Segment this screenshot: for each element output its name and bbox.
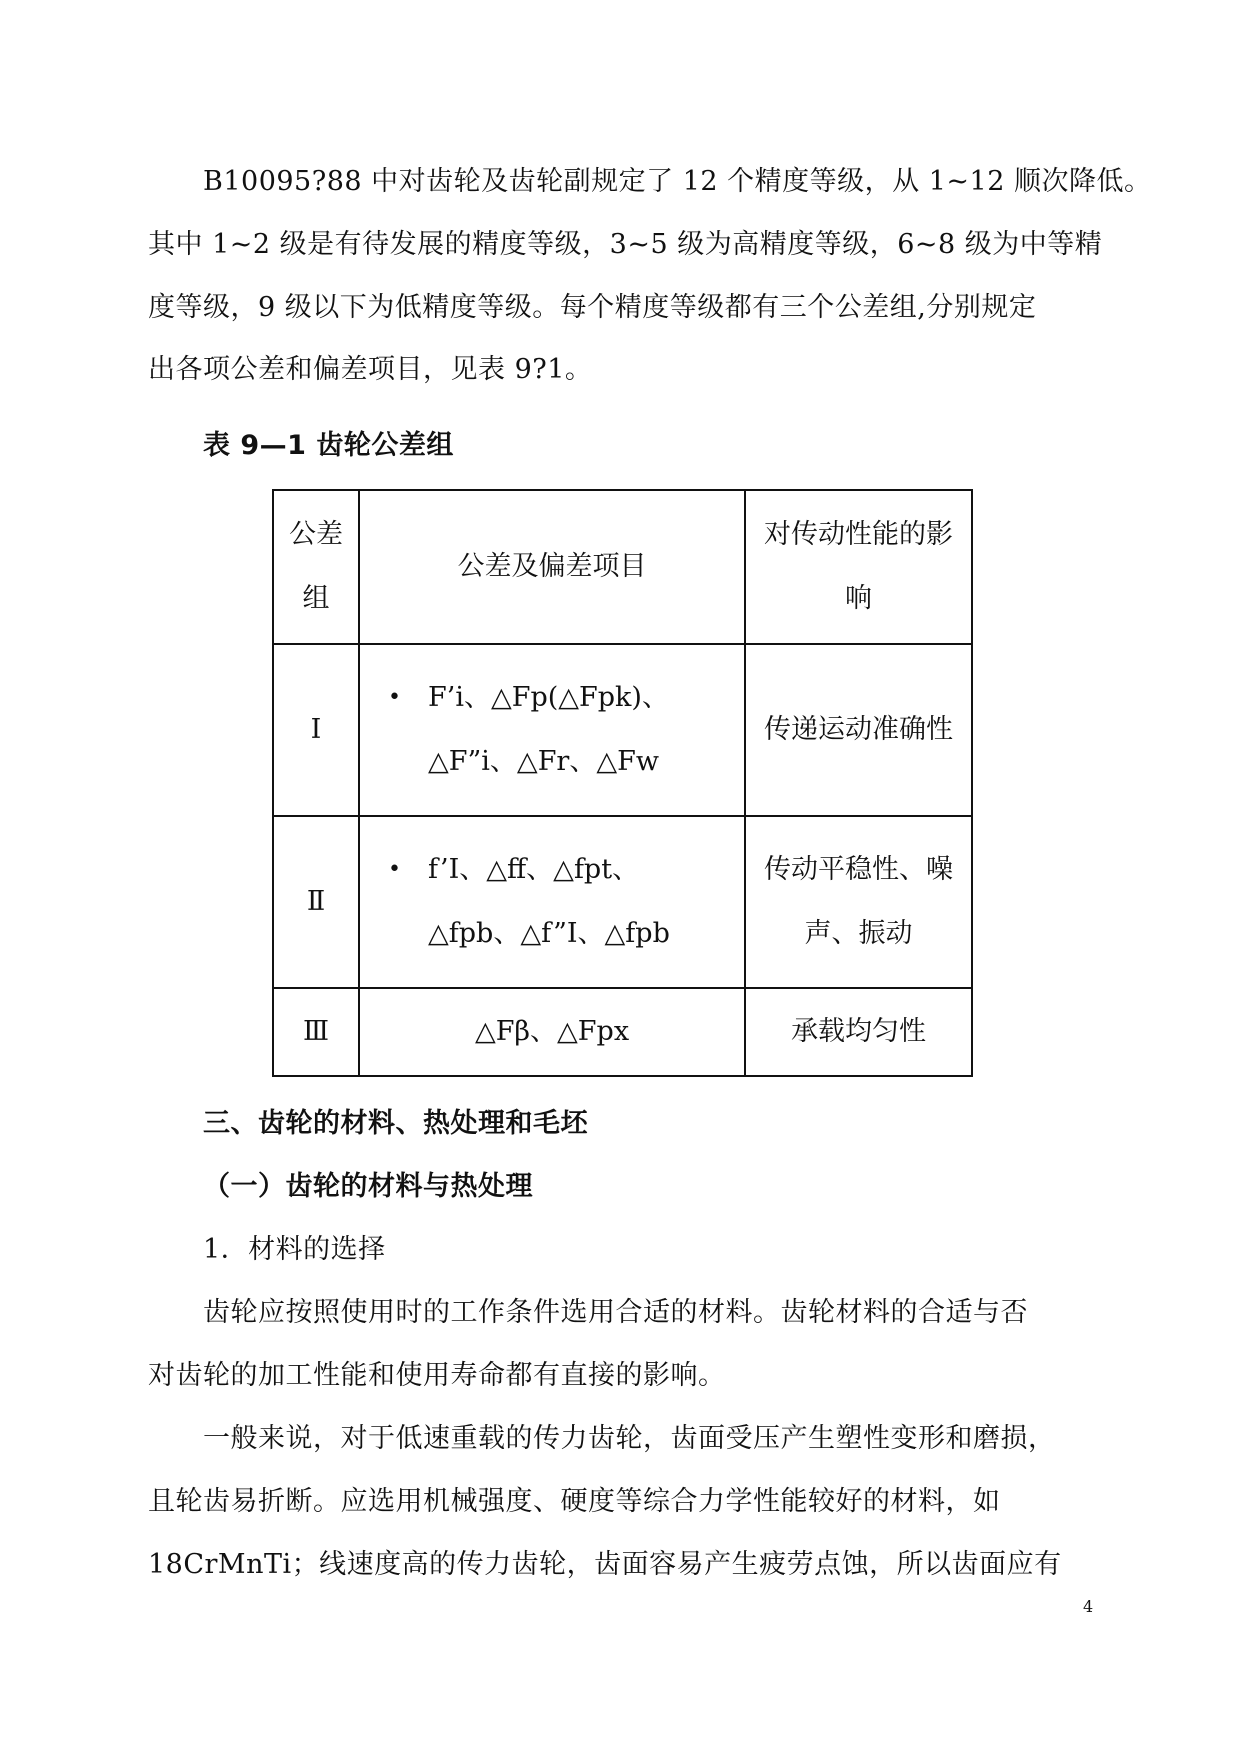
paragraph-line: 一般来说，对于低速重载的传力齿轮，齿面受压产生塑性变形和磨损，: [203, 1423, 1056, 1454]
effect-cell: [745, 816, 972, 988]
page-number: 4: [1083, 1597, 1094, 1616]
effect-cell: [745, 644, 972, 816]
header-effect-line2: 响: [845, 583, 872, 614]
table-caption: 表 9—1 齿轮公差组: [203, 430, 454, 461]
effect-cell: 承载均匀性: [745, 988, 972, 1076]
header-cell-items: 公差及偏差项目: [359, 490, 745, 644]
items-line: f’I、△ff、△fpt、: [428, 854, 640, 885]
table-row: [273, 988, 972, 1076]
items-cell: [359, 816, 745, 988]
item-heading: 1．材料的选择: [203, 1234, 386, 1265]
group-cell: Ⅲ: [273, 988, 359, 1076]
effect-line: 声、振动: [804, 918, 913, 949]
paragraph-line: 其中 1~2 级是有待发展的精度等级，3~5 级为高精度等级，6~8 级为中等精: [148, 229, 1103, 260]
items-cell: △Fβ、△Fpx: [359, 988, 745, 1076]
paragraph-line: 且轮齿易折断。应选用机械强度、硬度等综合力学性能较好的材料，如: [148, 1486, 1001, 1517]
paragraph-line: 齿轮应按照使用时的工作条件选用合适的材料。齿轮材料的合适与否: [203, 1297, 1028, 1328]
header-group-line2: 组: [302, 583, 330, 614]
header-cell-group: [273, 490, 359, 644]
table-header-row: [273, 490, 972, 644]
paragraph-line: 对齿轮的加工性能和使用寿命都有直接的影响。: [148, 1360, 726, 1391]
effect-line: 传递运动准确性: [764, 714, 953, 745]
paragraph-line: 18CrMnTi；线速度高的传力齿轮，齿面容易产生疲劳点蚀，所以齿面应有: [148, 1549, 1062, 1580]
paragraph-line: 度等级，9 级以下为低精度等级。每个精度等级都有三个公差组,分别规定: [148, 292, 1037, 323]
tolerance-table: [272, 489, 973, 1077]
paragraph-line: 出各项公差和偏差项目，见表 9?1。: [148, 354, 593, 385]
header-cell-effect: [745, 490, 972, 644]
items-line: △F”i、△Fr、△Fw: [428, 746, 659, 777]
table-row: [273, 644, 972, 816]
group-cell: Ⅱ: [273, 816, 359, 988]
bullet-icon: •: [388, 857, 401, 882]
bullet-icon: •: [388, 685, 401, 710]
header-group-line1: 公差: [289, 519, 343, 550]
group-cell: Ⅰ: [273, 644, 359, 816]
table-row: [273, 816, 972, 988]
section-heading: 三、齿轮的材料、热处理和毛坯: [203, 1108, 588, 1139]
paragraph-line: B10095?88 中对齿轮及齿轮副规定了 12 个精度等级，从 1~12 顺次降低。: [203, 166, 1152, 197]
header-effect-line1: 对传动性能的影: [764, 519, 953, 550]
items-line: △fpb、△f”I、△fpb: [428, 918, 670, 949]
effect-line: 传动平稳性、噪: [764, 854, 953, 885]
items-cell: [359, 644, 745, 816]
items-line: F’i、△Fp(△Fpk)、: [428, 682, 669, 713]
subsection-heading: （一）齿轮的材料与热处理: [203, 1171, 533, 1202]
